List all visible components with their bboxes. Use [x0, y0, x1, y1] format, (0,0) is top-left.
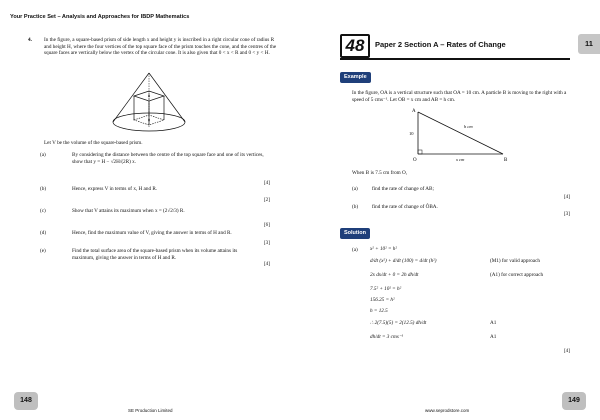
label-b: B — [504, 158, 508, 162]
solution-note: (A1) for correct approach — [490, 272, 544, 278]
solution-line: dh/dt = 3 cms⁻¹ — [370, 334, 404, 340]
let-text: Let V be the volume of the square-based prism. — [44, 140, 143, 146]
example-badge: Example — [340, 72, 371, 83]
right-page — [300, 0, 600, 420]
cone-prism-figure — [94, 70, 204, 135]
solution-line: 156.25 = h² — [370, 297, 395, 303]
chapter-side-tab: 11 — [578, 34, 600, 54]
part-text: By considering the distance between the centre of the top square face and one of its vertices, show that y = H − √2H/(2R) x. — [72, 152, 264, 165]
part-mark: [6] — [263, 222, 270, 228]
part-text: Show that V attains its maximum when x = (2√2/3) R. — [72, 208, 185, 214]
solution-note: A1 — [490, 320, 497, 326]
part-mark: [4] — [563, 194, 570, 200]
solution-line: d/dt (x²) + d/dt (100) = d/dt (h²) — [370, 258, 437, 264]
part-mark: [2] — [263, 197, 270, 203]
part-mark: [4] — [263, 261, 270, 267]
chapter-title: Paper 2 Section A – Rates of Change — [375, 40, 506, 49]
part-label: (e) — [40, 248, 46, 254]
solution-badge: Solution — [340, 228, 370, 239]
part-text: Hence, find the maximum value of V, giving the answer in terms of H and R. — [72, 230, 232, 236]
solution-note: A1 — [490, 334, 497, 340]
solution-line: h = 12.5 — [370, 308, 388, 314]
label-a: A — [412, 109, 416, 114]
part-label: (a) — [352, 186, 358, 192]
triangle-figure — [408, 106, 518, 162]
part-text: find the rate of change of ÔBA. — [372, 204, 438, 210]
chapter-rule — [340, 58, 570, 60]
solution-line: 7.5² + 10² = h² — [370, 286, 402, 292]
part-label: (b) — [352, 204, 359, 210]
solution-part-label: (a) — [352, 247, 358, 253]
question-number: 4. — [28, 37, 32, 43]
question-text: In the figure, a square-based prism of side length x and height y is inscribed in a right circular cone of radius R and height H, where the four vertices of the top square face of the prism touches the cone, and the centres of the square faces are vertically below the vertex of the circular cone. It is also given that 0 < x < R and 0 < y < H. — [44, 37, 277, 56]
when-text: When B is 7.5 cm from O, — [352, 170, 408, 176]
part-text: find the rate of change of AB; — [372, 186, 434, 192]
solution-note: (M1) for valid approach — [490, 258, 540, 264]
label-side: 10 — [409, 131, 414, 136]
label-base: x cm — [456, 157, 465, 162]
part-label: (d) — [40, 230, 47, 236]
page-number: 149 — [562, 392, 586, 410]
running-head: Your Practice Set – Analysis and Approaches for IBDP Mathematics — [10, 14, 190, 20]
part-mark: [4] — [263, 180, 270, 186]
part-label: (c) — [40, 208, 46, 214]
part-text: Hence, express V in terms of x, H and R. — [72, 186, 158, 192]
label-o: O — [413, 158, 417, 162]
solution-mark: [4] — [563, 348, 570, 354]
part-mark: [3] — [263, 240, 270, 246]
solution-line: ∴ 2(7.5)(5) = 2(12.5) dh/dt — [370, 320, 427, 326]
part-mark: [3] — [563, 211, 570, 217]
chapter-number: 48 — [340, 34, 370, 58]
part-text: Find the total surface area of the square-based prism when its volume attains its maximum, giving the answer in terms of H and R. — [72, 248, 238, 261]
example-text: In the figure, OA is a vertical structure such that OA = 10 cm. A particle B is moving to the right with a speed of 5 cms⁻¹. Let OB = x cm and AB = h cm. — [352, 90, 567, 103]
part-label: (b) — [40, 186, 47, 192]
part-label: (a) — [40, 152, 46, 158]
footer-url: www.seprodstore.com — [425, 408, 470, 414]
page-number: 148 — [14, 392, 38, 410]
label-hyp: h cm — [464, 124, 473, 129]
solution-line: x² + 10² = h² — [370, 246, 397, 252]
solution-line: 2x dx/dt + 0 = 2h dh/dt — [370, 272, 419, 278]
footer-publisher: SE Production Limited — [128, 408, 173, 414]
